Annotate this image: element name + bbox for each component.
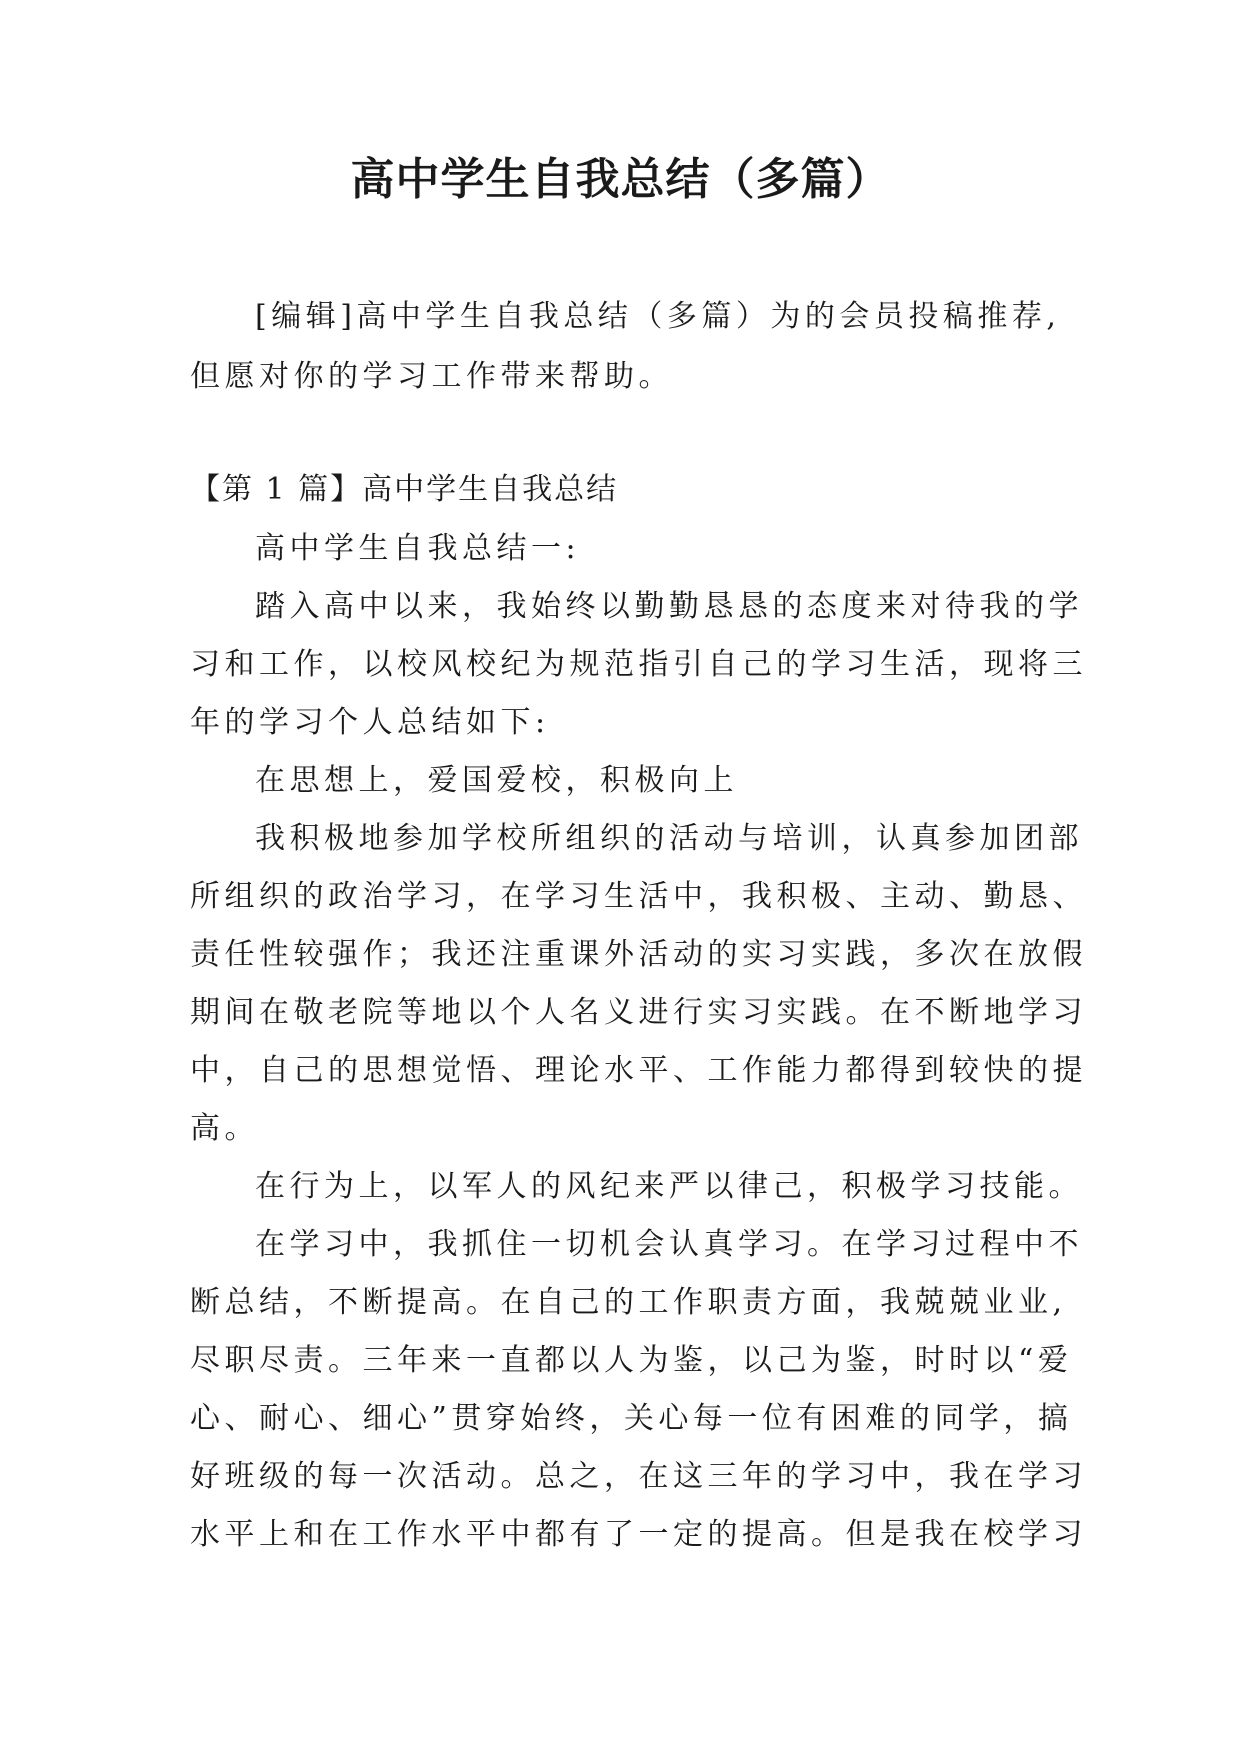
body-line-10: 中，自己的思想觉悟、理论水平、工作能力都得到较快的提 bbox=[190, 1053, 1087, 1088]
body-line-9: 期间在敬老院等地以个人名义进行实习实践。在不断地学习 bbox=[190, 995, 1087, 1030]
body-line-2: 踏入高中以来，我始终以勤勤恳恳的态度来对待我的学 bbox=[255, 589, 1083, 624]
body-line-3: 习和工作，以校风校纪为规范指引自己的学习生活，现将三 bbox=[190, 647, 1087, 682]
body-line-14: 断总结，不断提高。在自己的工作职责方面，我兢兢业业, bbox=[190, 1285, 1067, 1320]
body-line-12: 在行为上，以军人的风纪来严以律己，积极学习技能。 bbox=[255, 1169, 1083, 1204]
body-line-4: 年的学习个人总结如下: bbox=[190, 705, 550, 740]
body-line-18: 水平上和在工作水平中都有了一定的提高。但是我在校学习 bbox=[190, 1517, 1087, 1552]
body-line-1: 高中学生自我总结一: bbox=[255, 531, 581, 566]
intro-line-1: [编辑]高中学生自我总结（多篇）为的会员投稿推荐, bbox=[255, 299, 1061, 334]
body-line-8: 责任性较强作；我还注重课外活动的实习实践，多次在放假 bbox=[190, 937, 1087, 972]
document-title: 高中学生自我总结（多篇） bbox=[350, 154, 891, 205]
body-line-11: 高。 bbox=[190, 1111, 259, 1146]
body-line-15: 尽职尽责。三年来一直都以人为鉴，以己为鉴，时时以“爱 bbox=[190, 1343, 1073, 1378]
intro-line-2: 但愿对你的学习工作带来帮助。 bbox=[190, 359, 673, 394]
body-line-5: 在思想上，爱国爱校，积极向上 bbox=[255, 763, 738, 798]
body-line-6: 我积极地参加学校所组织的活动与培训，认真参加团部 bbox=[255, 821, 1083, 856]
body-line-13: 在学习中，我抓住一切机会认真学习。在学习过程中不 bbox=[255, 1227, 1083, 1262]
section-heading: 【第 1 篇】高中学生自我总结 bbox=[190, 472, 619, 507]
body-line-16: 心、耐心、细心”贯穿始终，关心每一位有困难的同学，搞 bbox=[190, 1401, 1073, 1436]
body-line-17: 好班级的每一次活动。总之，在这三年的学习中，我在学习 bbox=[190, 1459, 1087, 1494]
body-line-7: 所组织的政治学习，在学习生活中，我积极、主动、勤恳、 bbox=[190, 879, 1087, 914]
